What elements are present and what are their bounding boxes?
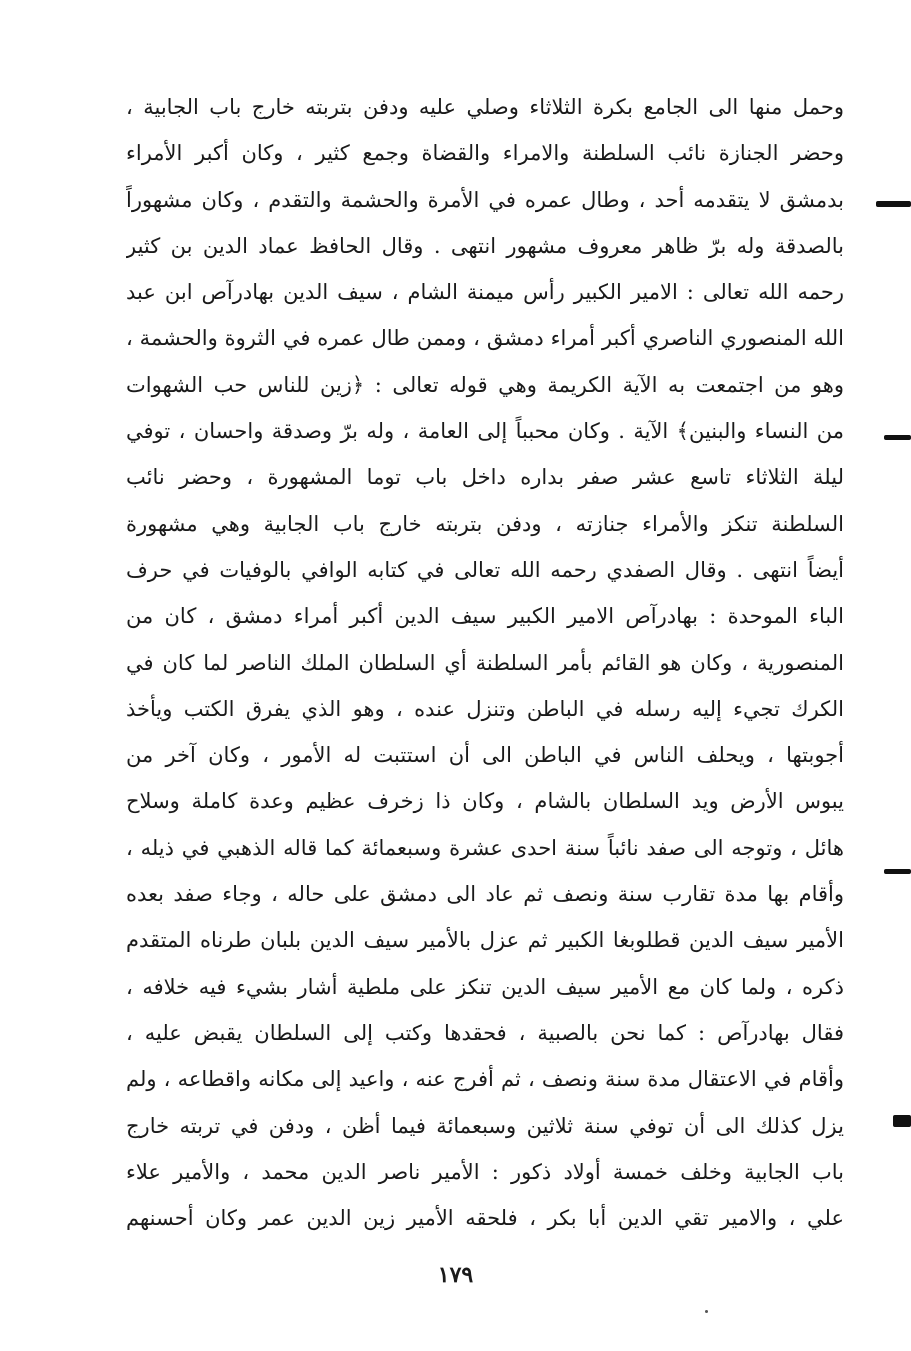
text-line: فقال بهادرآص : كما نحن بالصبية ، فحقدها وكتب إلى السلطان يقبض عليه ، <box>126 1020 844 1045</box>
text-line: علي ، والامير تقي الدين أبا بكر ، فلحقه الأمير زين الدين عمر وكان أحسنهم <box>126 1206 844 1231</box>
text-line: الكرك تجيء إليه رسله في الباطن وتنزل عنده ، وهو الذي يفرق الكتب ويأخذ <box>126 696 844 721</box>
text-line: وحمل منها الى الجامع بكرة الثلاثاء وصلي عليه ودفن بتربته خارج باب الجابية ، <box>126 95 844 119</box>
margin-mark <box>876 201 911 207</box>
text-line: وأقام بها مدة تقارب سنة ونصف ثم عاد الى دمشق على حاله ، وجاء صفد بعده <box>126 882 844 907</box>
text-line: ذكره ، ولما كان مع الأمير سيف الدين تنكز على ملطية أشار بشيء فيه خلافه ، <box>126 974 844 999</box>
text-line: وهو من اجتمعت به الآية الكريمة وهي قوله تعالى : ﴿زين للناس حب الشهوات <box>126 372 844 397</box>
text-line: يبوس الأرض ويد السلطان بالشام ، وكان ذا زخرف عظيم وعدة كاملة وسلاح <box>126 789 844 814</box>
text-line: من النساء والبنين﴾ الآية . وكان محبباً إلى العامة ، وله برّ وصدقة واحسان ، توفي <box>126 419 844 444</box>
margin-mark <box>893 1115 911 1127</box>
text-line: بالصدقة وله برّ ظاهر معروف مشهور انتهى . وقال الحافظ عماد الدين بن كثير <box>126 233 844 258</box>
text-line: الله المنصوري الناصري أكبر أمراء دمشق ، وممن طال عمره في الثروة والحشمة ، <box>126 326 844 351</box>
text-line: السلطنة تنكز والأمراء جنازته ، ودفن بتربته خارج باب الجابية وهي مشهورة <box>126 511 844 536</box>
text-line: بدمشق لا يتقدمه أحد ، وطال عمره في الأمرة والحشمة والتقدم ، وكان مشهوراً <box>126 187 844 212</box>
text-line: رحمه الله تعالى : الامير الكبير رأس ميمنة الشام ، سيف الدين بهادرآص ابن عبد <box>126 280 844 305</box>
text-line: أجوبتها ، ويحلف الناس في الباطن الى أن استتبت له الأمور ، وكان آخر من <box>126 743 844 768</box>
scan-speck <box>705 1310 708 1313</box>
text-line: باب الجابية وخلف خمسة أولاد ذكور : الأمير ناصر الدين محمد ، والأمير علاء <box>126 1159 844 1184</box>
text-line: المنصورية ، وكان هو القائم بأمر السلطنة أي السلطان الملك الناصر لما كان في <box>126 650 844 675</box>
text-line: أيضاً انتهى . وقال الصفدي رحمه الله تعالى في كتابه الوافي بالوفيات في حرف <box>126 557 844 582</box>
page-number: ١٧٩ <box>437 1262 474 1288</box>
margin-mark <box>884 869 911 874</box>
text-line: وأقام في الاعتقال مدة سنة ونصف ، ثم أفرج عنه ، واعيد إلى مكانه واقطاعه ، ولم <box>126 1067 844 1092</box>
text-line: هائل ، وتوجه الى صفد نائباً سنة احدى عشرة وسبعمائة كما قاله الذهبي في ذيله ، <box>126 835 844 860</box>
text-line: ليلة الثلاثاء تاسع عشر صفر بداره داخل باب توما المشهورة ، وحضر نائب <box>126 465 844 490</box>
body-text <box>126 84 844 1241</box>
margin-mark <box>884 435 911 440</box>
text-line: وحضر الجنازة نائب السلطنة والامراء والقضاة وجمع كثير ، وكان أكبر الأمراء <box>126 141 844 166</box>
text-line: يزل كذلك الى أن توفي سنة ثلاثين وسبعمائة فيما أظن ، ودفن في تربته خارج <box>126 1113 844 1138</box>
text-line: الباء الموحدة : بهادرآص الامير الكبير سيف الدين أكبر أمراء دمشق ، كان من <box>126 604 844 629</box>
text-line: الأمير سيف الدين قطلوبغا الكبير ثم عزل بالأمير سيف الدين بلبان طرناه المتقدم <box>126 928 844 953</box>
